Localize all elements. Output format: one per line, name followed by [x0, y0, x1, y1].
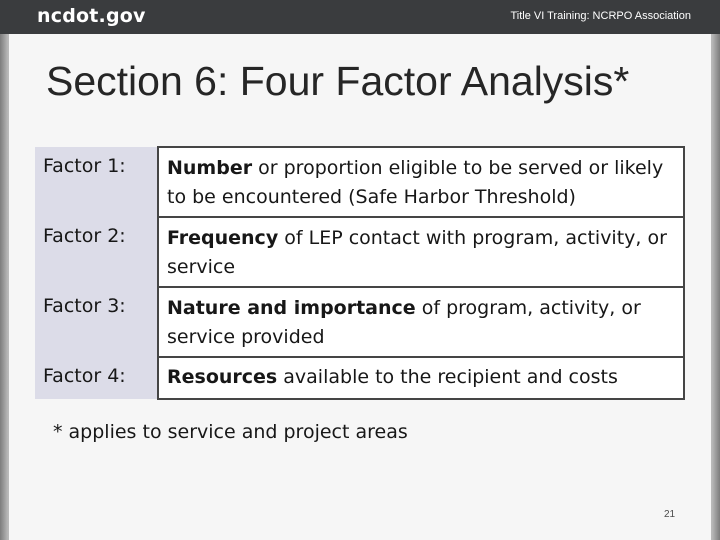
ncdot-logo[interactable]: ncdot.gov — [37, 5, 146, 27]
factors-table — [35, 146, 685, 400]
factor-emphasis: Resources — [167, 366, 278, 388]
footnote: * applies to service and project areas — [53, 421, 408, 443]
factor-emphasis: Number — [167, 157, 253, 179]
factor-description-text: of LEP contact with program, activity, or service — [167, 227, 667, 278]
factor-row — [35, 217, 684, 287]
factor-description — [158, 217, 684, 287]
page-number: 21 — [664, 509, 676, 520]
slide-title: Section 6: Four Factor Analysis* — [46, 58, 630, 104]
factor-description-text: of program, activity, or service provided — [167, 297, 641, 348]
factor-description — [158, 287, 684, 357]
factor-row — [35, 287, 684, 357]
factor-row — [35, 357, 684, 399]
factor-description-text: available to the recipient and costs — [277, 366, 618, 388]
header-bar — [0, 0, 720, 34]
factor-label: Factor 2: — [35, 217, 158, 287]
factor-description-text: or proportion eligible to be served or likely to be encountered (Safe Harbor Threshold) — [167, 157, 664, 208]
training-title: Title VI Training: NCRPO Association — [510, 10, 691, 22]
factor-emphasis: Frequency — [167, 227, 279, 249]
factor-label: Factor 4: — [35, 357, 158, 399]
factor-description — [158, 357, 684, 399]
factor-emphasis: Nature and importance — [167, 297, 416, 319]
factor-description — [158, 147, 684, 217]
factor-label: Factor 1: — [35, 147, 158, 217]
factor-label: Factor 3: — [35, 287, 158, 357]
factor-row — [35, 147, 684, 217]
